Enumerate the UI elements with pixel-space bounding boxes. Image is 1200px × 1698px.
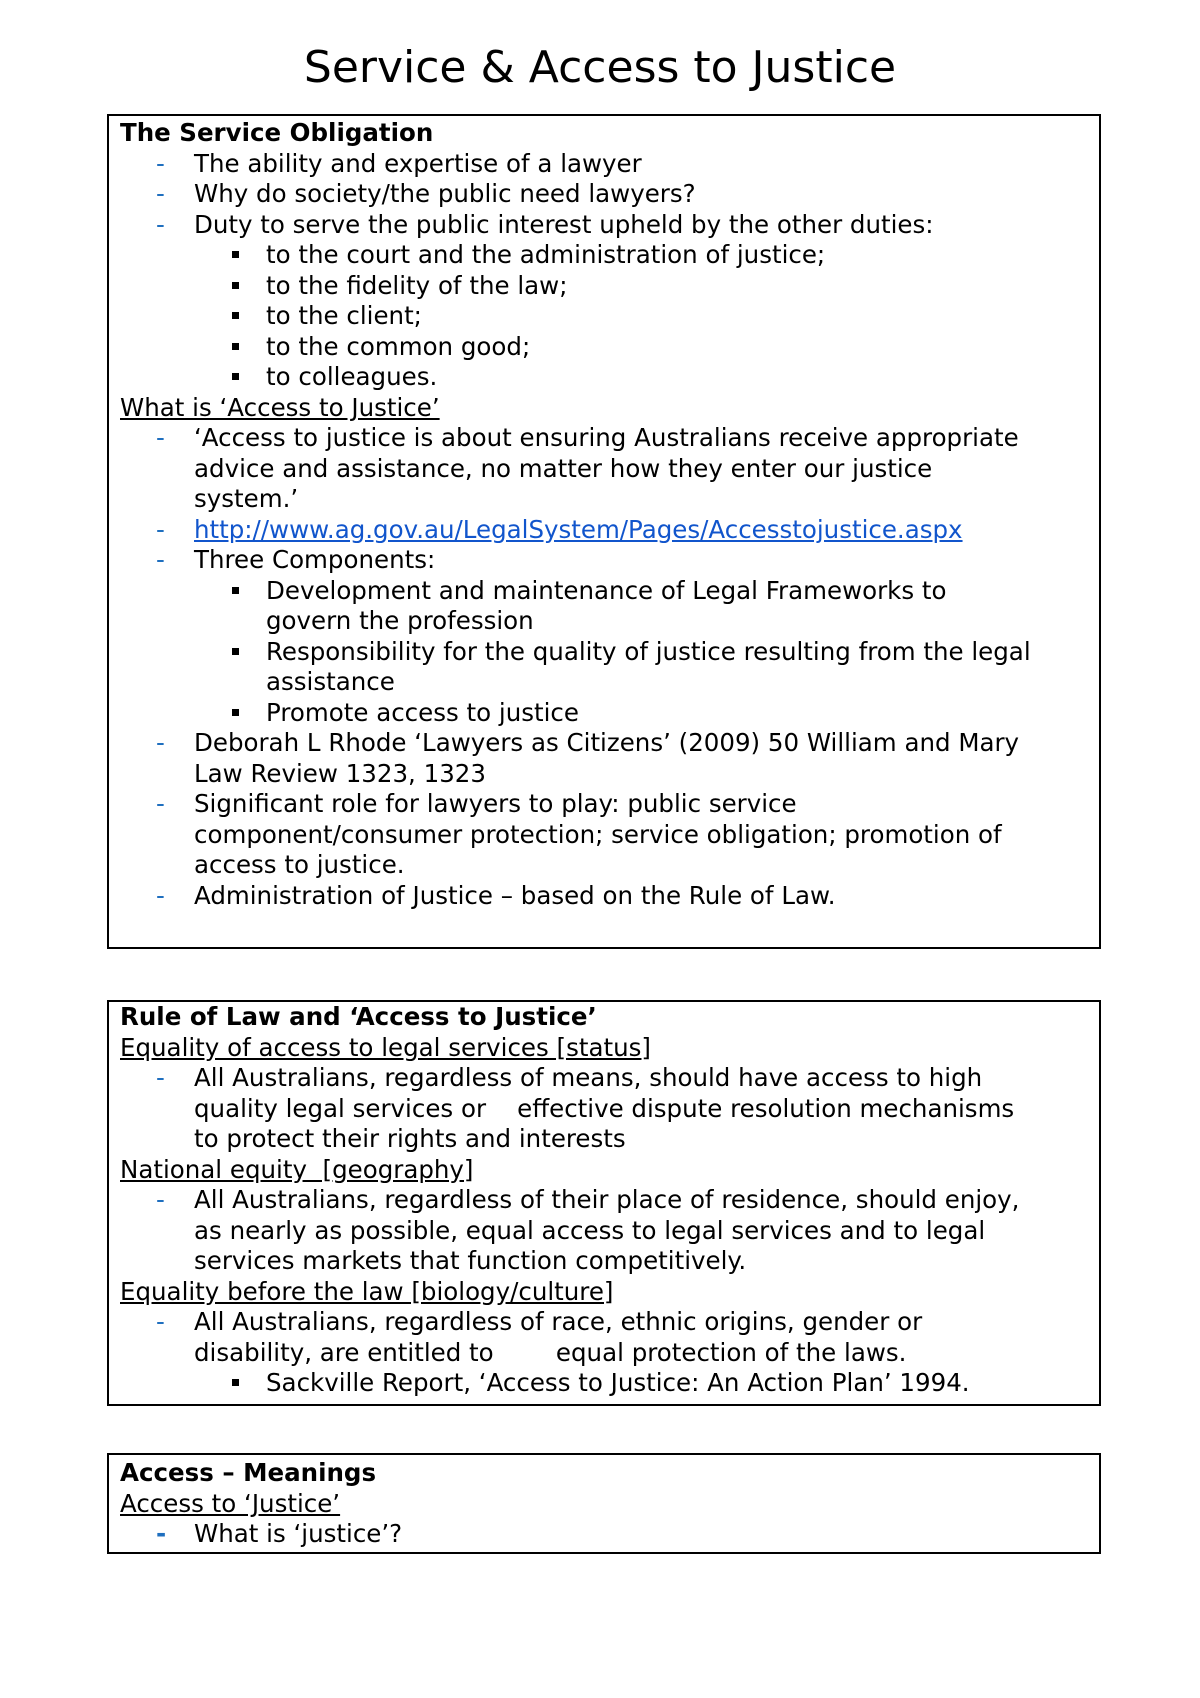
component-item-cont — [120, 606, 1089, 637]
list-item — [120, 881, 1089, 912]
dash-bullet: - — [156, 209, 165, 239]
list-item-cont — [120, 484, 1089, 515]
item-text: ‘Access to justice is about ensuring Australians receive appropriate — [194, 423, 1019, 452]
item-text: access to justice. — [194, 850, 405, 879]
duty-item — [120, 362, 1089, 393]
list-item-cont — [120, 1216, 1089, 1247]
item-text: to colleagues. — [266, 362, 438, 391]
list-item-cont — [120, 850, 1089, 881]
list-item-cont — [120, 1124, 1089, 1155]
dash-bullet: - — [156, 1063, 165, 1092]
item-text: Promote access to justice — [266, 697, 579, 727]
item-text: The ability and expertise of a lawyer — [194, 148, 642, 178]
item-text: assistance — [266, 667, 395, 696]
square-bullet-icon — [232, 587, 239, 594]
duty-item — [120, 240, 1089, 271]
dash-bullet: - — [156, 179, 165, 208]
report-item — [120, 1368, 1089, 1399]
item-text: to the client; — [266, 301, 422, 330]
item-text: Duty to serve the public interest upheld by the other duties: — [194, 209, 934, 239]
component-item-cont — [120, 667, 1089, 698]
list-item — [120, 179, 1089, 210]
item-text: All Australians, regardless of race, ethnic origins, gender or — [194, 1307, 923, 1336]
section-subheading: What is ‘Access to Justice’ — [120, 392, 440, 422]
item-text: What is ‘justice’? — [194, 1519, 403, 1548]
list-item-cont — [120, 1338, 1089, 1369]
item-text: Administration of Justice – based on the Rule of Law. — [194, 880, 836, 910]
box-heading: Rule of Law and ‘Access to Justice’ — [120, 1002, 597, 1031]
item-text: system.’ — [194, 484, 299, 513]
item-text: govern the profession — [266, 606, 534, 635]
list-item — [120, 1519, 1089, 1550]
list-item — [120, 1185, 1089, 1216]
item-text: Law Review 1323, 1323 — [194, 758, 486, 788]
component-item — [120, 698, 1089, 729]
item-text: Significant role for lawyers to play: public service — [194, 789, 797, 818]
dash-bullet: - — [156, 1519, 167, 1548]
item-text: Responsibility for the quality of justice resulting from the legal — [266, 636, 1031, 666]
item-text: to protect their rights and interests — [194, 1124, 626, 1153]
item-text: Deborah L Rhode ‘Lawyers as Citizens’ (2009) 50 William and Mary — [194, 728, 1020, 757]
section-subheading: Equality before the law [biology/culture] — [120, 1276, 614, 1306]
duty-item — [120, 271, 1089, 302]
item-text: quality legal services or effective dispute resolution mechanisms — [194, 1093, 1015, 1123]
box-heading: The Service Obligation — [120, 118, 434, 147]
section-subheading: Access to ‘Justice’ — [120, 1488, 341, 1518]
item-text: to the fidelity of the law; — [266, 270, 568, 300]
item-text: to the common good; — [266, 331, 531, 361]
component-item — [120, 637, 1089, 668]
dash-bullet: - — [156, 789, 165, 818]
list-item-cont — [120, 759, 1089, 790]
dash-bullet: - — [156, 1307, 165, 1336]
square-bullet-icon — [232, 312, 239, 319]
item-text: component/consumer protection; service obligation; promotion of — [194, 819, 1002, 849]
square-bullet-icon — [232, 1379, 239, 1386]
item-text: Development and maintenance of Legal Frameworks to — [266, 575, 947, 605]
dash-bullet: - — [156, 545, 165, 574]
dash-bullet: - — [156, 728, 165, 757]
dash-bullet: - — [156, 1185, 165, 1214]
list-item-cont — [120, 1246, 1089, 1277]
item-text: services markets that function competitively. — [194, 1246, 747, 1275]
list-item-cont — [120, 454, 1089, 485]
item-text: All Australians, regardless of their place of residence, should enjoy, — [194, 1185, 1020, 1214]
page-title: Service & Access to Justice — [303, 42, 897, 93]
list-item — [120, 515, 1089, 546]
duty-item — [120, 332, 1089, 363]
box-heading: Access – Meanings — [120, 1458, 377, 1487]
item-text: All Australians, regardless of means, should have access to high — [194, 1063, 983, 1092]
section-subheading: National equity [geography] — [120, 1154, 474, 1184]
item-text: to the court and the administration of justice; — [266, 240, 826, 269]
list-item — [120, 1063, 1089, 1094]
list-item — [120, 149, 1089, 180]
square-bullet-icon — [232, 709, 239, 716]
dash-bullet: - — [156, 514, 165, 544]
item-text: Three Components: — [194, 545, 436, 574]
list-item — [120, 210, 1089, 241]
square-bullet-icon — [232, 251, 239, 258]
square-bullet-icon — [232, 282, 239, 289]
item-text: advice and assistance, no matter how they enter our justice — [194, 453, 933, 483]
item-text: as nearly as possible, equal access to legal services and to legal — [194, 1215, 986, 1245]
list-item — [120, 1307, 1089, 1338]
access-meanings-box — [107, 1453, 1101, 1554]
service-obligation-box — [107, 114, 1101, 949]
dash-bullet: - — [156, 148, 165, 178]
item-text: disability, are entitled to equal protection of the laws. — [194, 1337, 907, 1367]
list-item — [120, 789, 1089, 820]
item-text: Why do society/the public need lawyers? — [194, 179, 696, 208]
item-text: Sackville Report, ‘Access to Justice: An Action Plan’ 1994. — [266, 1368, 970, 1397]
dash-bullet: - — [156, 423, 165, 452]
list-item-cont — [120, 820, 1089, 851]
square-bullet-icon — [232, 648, 239, 655]
section-subheading: Equality of access to legal services [status] — [120, 1032, 651, 1062]
dash-bullet: - — [156, 880, 165, 910]
access-to-justice-link[interactable]: http://www.ag.gov.au/LegalSystem/Pages/Accesstojustice.aspx — [194, 514, 963, 544]
square-bullet-icon — [232, 373, 239, 380]
list-item-cont — [120, 1094, 1089, 1125]
duty-item — [120, 301, 1089, 332]
square-bullet-icon — [232, 343, 239, 350]
component-item — [120, 576, 1089, 607]
list-item — [120, 545, 1089, 576]
rule-of-law-box — [107, 1000, 1101, 1406]
list-item — [120, 423, 1089, 454]
list-item — [120, 728, 1089, 759]
